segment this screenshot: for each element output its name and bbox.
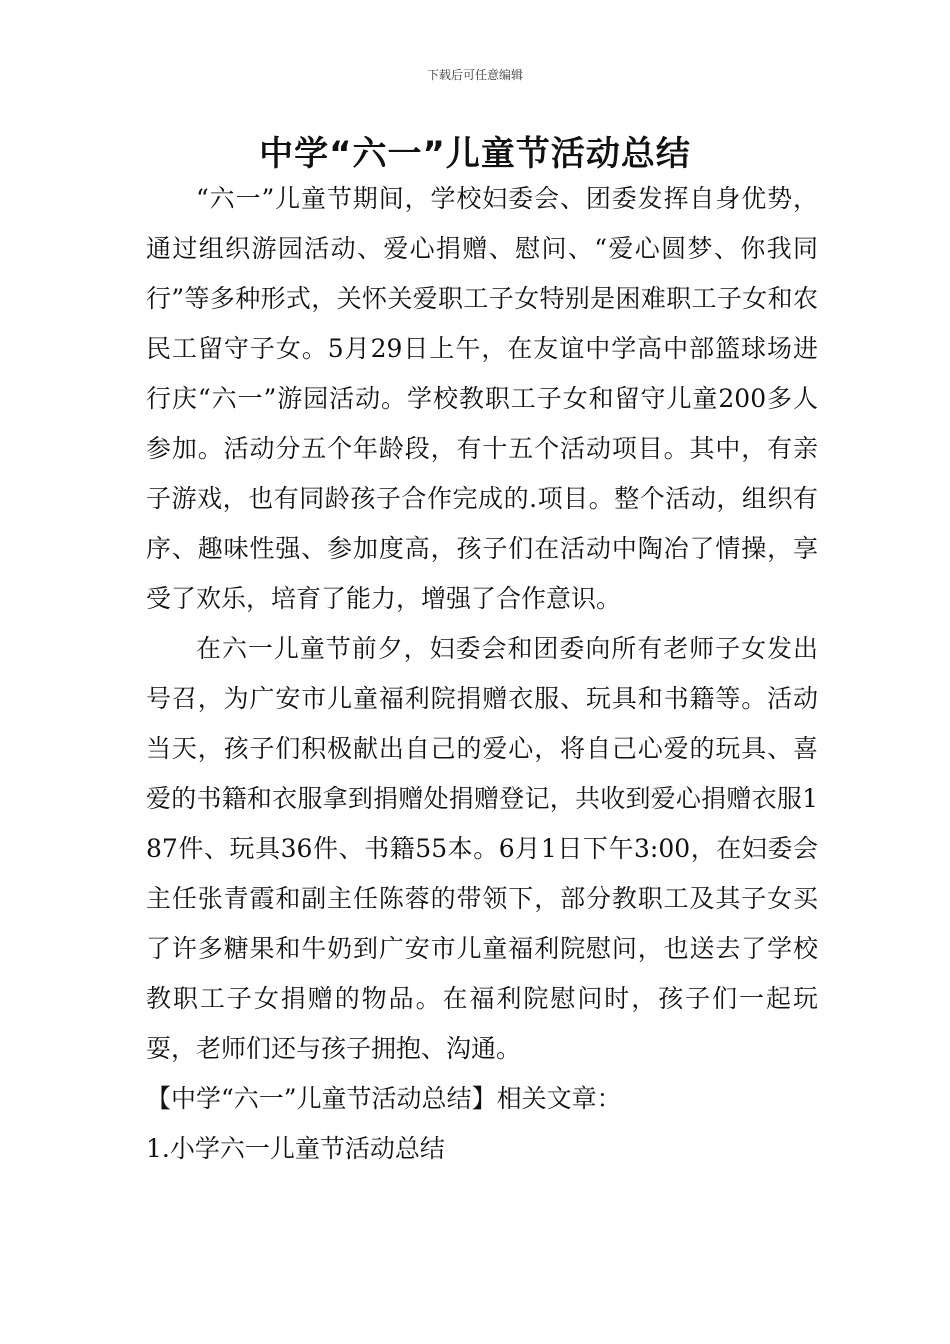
document-body	[146, 174, 818, 1174]
paragraph: 在六一儿童节前夕，妇委会和团委向所有老师子女发出号召，为广安市儿童福利院捐赠衣服、玩具和书籍等。活动当天，孩子们积极献出自己的爱心，将自己心爱的玩具、喜爱的书籍和衣服拿到捐赠处捐赠登记，共收到爱心捐赠衣服187件、玩具36件、书籍55本。6月1日下午3:00，在妇委会主任张青霞和副主任陈蓉的带领下，部分教职工及其子女买了许多糖果和牛奶到广安市儿童福利院慰问，也送去了学校教职工子女捐赠的物品。在福利院慰问时，孩子们一起玩耍，老师们还与孩子拥抱、沟通。	[146, 634, 818, 1063]
related-articles-heading: 【中学“六一”儿童节活动总结】相关文章：	[146, 1084, 622, 1113]
header-note: 下载后可任意编辑	[426, 68, 523, 82]
paragraph: “六一”儿童节期间，学校妇委会、团委发挥自身优势，通过组织游园活动、爱心捐赠、慰问、“爱心圆梦、你我同行”等多种形式，关怀关爱职工子女特别是困难职工子女和农民工留守子女。5月29日上午，在友谊中学高中部篮球场进行庆“六一”游园活动。学校教职工子女和留守儿童200多人参加。活动分五个年龄段，有十五个活动项目。其中，有亲子游戏，也有同龄孩子合作完成的.项目。整个活动，组织有序、趣味性强、参加度高，孩子们在活动中陶冶了情操，享受了欢乐，培育了能力，增强了合作意识。	[146, 184, 818, 613]
related-article-link[interactable]: 1.小学六一儿童节活动总结	[146, 1134, 445, 1163]
document-title: 中学“六一”儿童节活动总结	[259, 134, 691, 174]
